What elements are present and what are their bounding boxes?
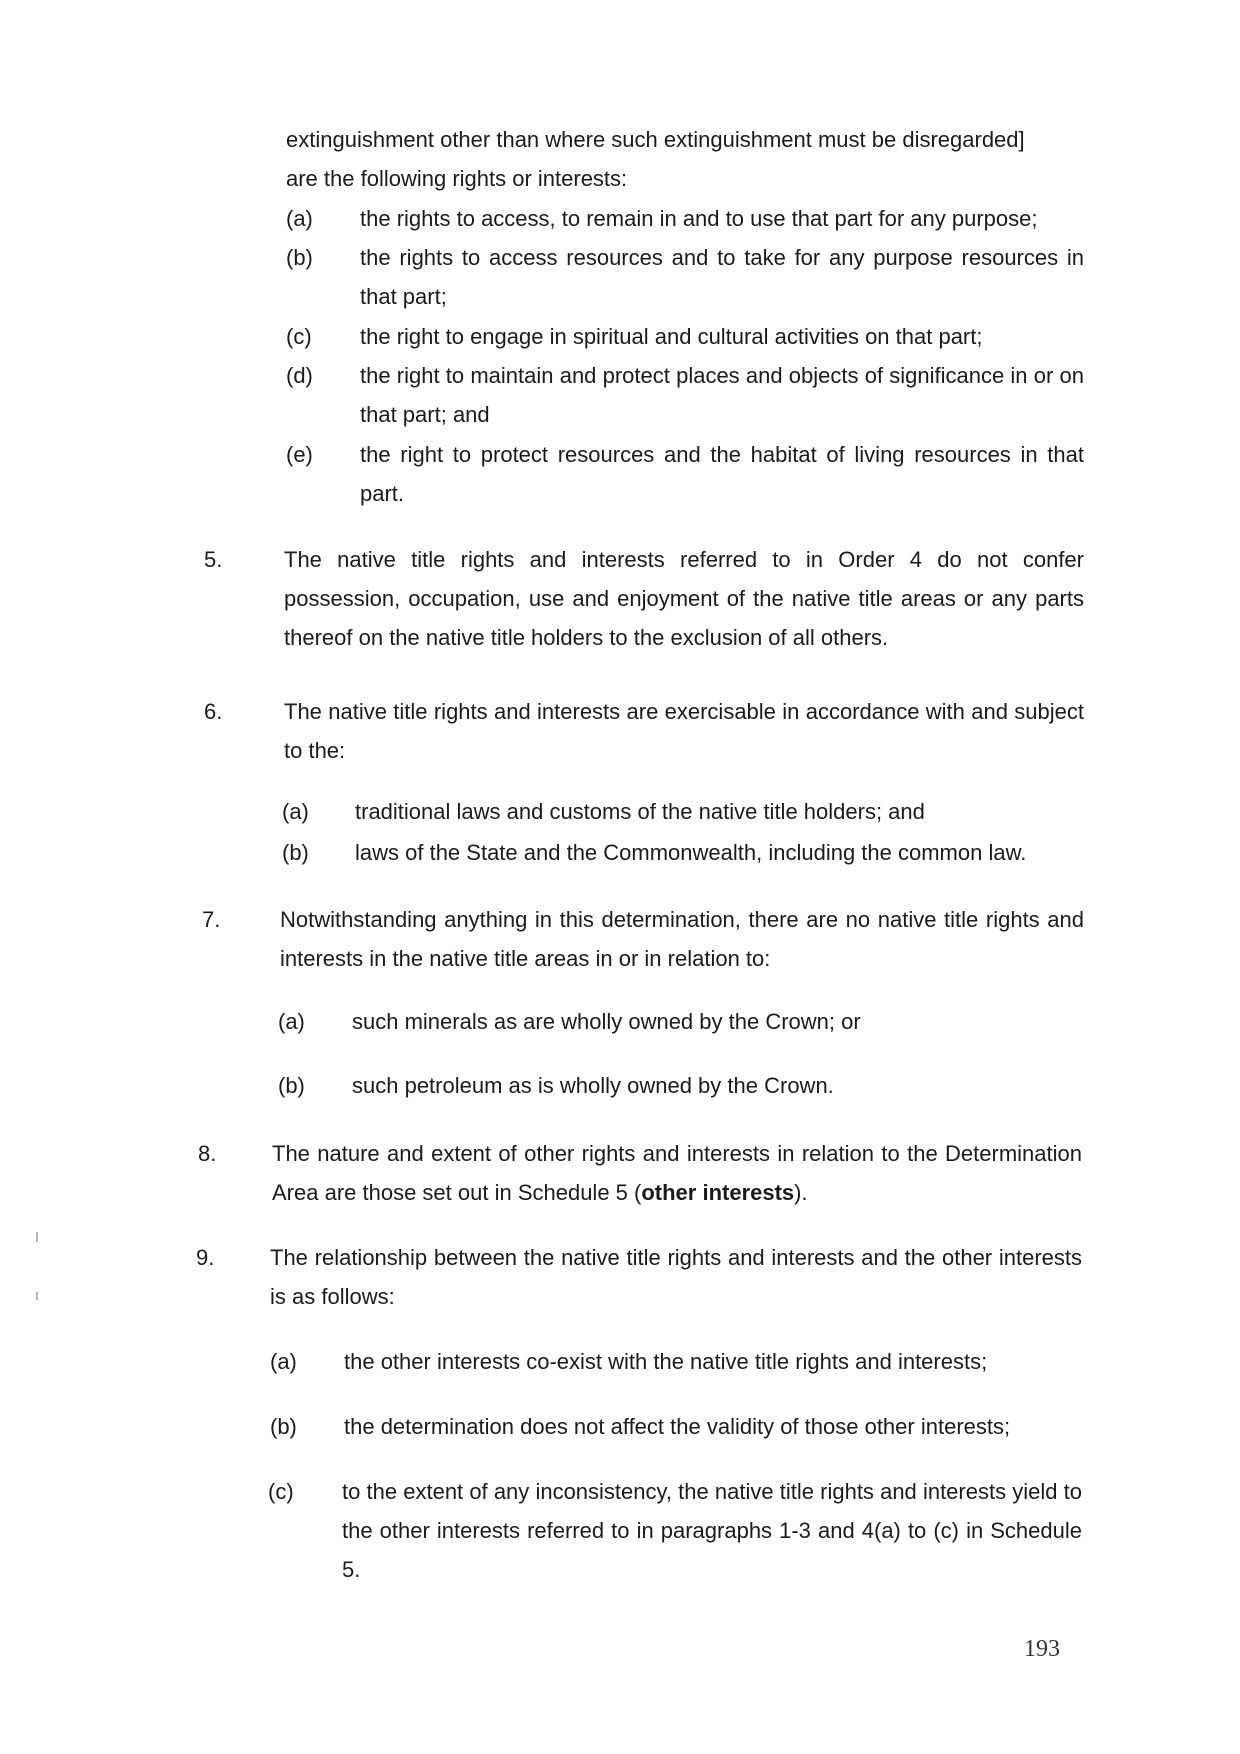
order7-item-b-label: (b) bbox=[278, 1073, 305, 1098]
order4-item-d-text: the right to maintain and protect places and objects of significance in or on that part; and bbox=[360, 363, 1084, 427]
order-7-text: Notwithstanding anything in this determination, there are no native title rights and interests in the native title areas in or in relation to: bbox=[280, 907, 1084, 971]
order-5-number: 5. bbox=[204, 547, 223, 572]
order9-item-c-text: to the extent of any inconsistency, the native title rights and interests yield to the other interests referred to in paragraphs 1-3 and 4(a) to (c) in Schedule 5. bbox=[342, 1479, 1082, 1582]
scan-speck-mark bbox=[36, 1292, 38, 1300]
order-5-text: The native title rights and interests referred to in Order 4 do not confer possession, occupation, use and enjoyment of the native title areas or any parts thereof on the native title holders to the exclusion of all others. bbox=[284, 547, 1084, 650]
order9-item-c-label: (c) bbox=[268, 1479, 294, 1504]
order-7-number: 7. bbox=[202, 907, 221, 932]
order7-item-a-text: such minerals as are wholly owned by the Crown; or bbox=[352, 1009, 861, 1034]
order4-item-b-label: (b) bbox=[286, 245, 313, 270]
order-6-number: 6. bbox=[204, 699, 223, 724]
order6-item-a-text: traditional laws and customs of the native title holders; and bbox=[355, 799, 925, 824]
order4-item-e-text: the right to protect resources and the habitat of living resources in that part. bbox=[360, 442, 1084, 506]
page-number: 193 bbox=[1024, 1636, 1060, 1662]
intro-line-1: extinguishment other than where such extinguishment must be disregarded] bbox=[286, 127, 1025, 152]
order4-item-a-text: the rights to access, to remain in and to use that part for any purpose; bbox=[360, 206, 1038, 231]
order4-item-c-label: (c) bbox=[286, 324, 312, 349]
order-8-text bbox=[272, 1134, 1082, 1212]
order-6-text: The native title rights and interests are exercisable in accordance with and subject to the: bbox=[284, 699, 1084, 763]
order6-item-b-label: (b) bbox=[282, 840, 309, 865]
order-8-text-after: ). bbox=[794, 1180, 808, 1205]
order9-item-b-label: (b) bbox=[270, 1414, 297, 1439]
order4-item-a-label: (a) bbox=[286, 206, 313, 231]
scan-speck-mark bbox=[36, 1232, 38, 1242]
order9-item-b-text: the determination does not affect the validity of those other interests; bbox=[344, 1414, 1011, 1439]
order-8-text-before: The nature and extent of other rights and interests in relation to the Determination Area are those set out in Schedule 5 ( bbox=[272, 1141, 1082, 1205]
order4-item-e-label: (e) bbox=[286, 442, 313, 467]
order9-item-a-label: (a) bbox=[270, 1349, 297, 1374]
order-8-bold-term: other interests bbox=[641, 1180, 795, 1205]
order-8-number: 8. bbox=[198, 1141, 217, 1166]
order4-item-d-label: (d) bbox=[286, 363, 313, 388]
order7-item-b-text: such petroleum as is wholly owned by the Crown. bbox=[352, 1073, 834, 1098]
order9-item-a-text: the other interests co-exist with the native title rights and interests; bbox=[344, 1349, 988, 1374]
order6-item-a-label: (a) bbox=[282, 799, 309, 824]
order4-item-c-text: the right to engage in spiritual and cultural activities on that part; bbox=[360, 324, 983, 349]
order4-item-b-text: the rights to access resources and to take for any purpose resources in that part; bbox=[360, 245, 1084, 309]
order6-item-b-text: laws of the State and the Commonwealth, including the common law. bbox=[355, 840, 1027, 865]
order-9-text: The relationship between the native title rights and interests and the other interests is as follows: bbox=[270, 1245, 1082, 1309]
order7-item-a-label: (a) bbox=[278, 1009, 305, 1034]
intro-line-2: are the following rights or interests: bbox=[286, 166, 628, 191]
order-9-number: 9. bbox=[196, 1245, 215, 1270]
